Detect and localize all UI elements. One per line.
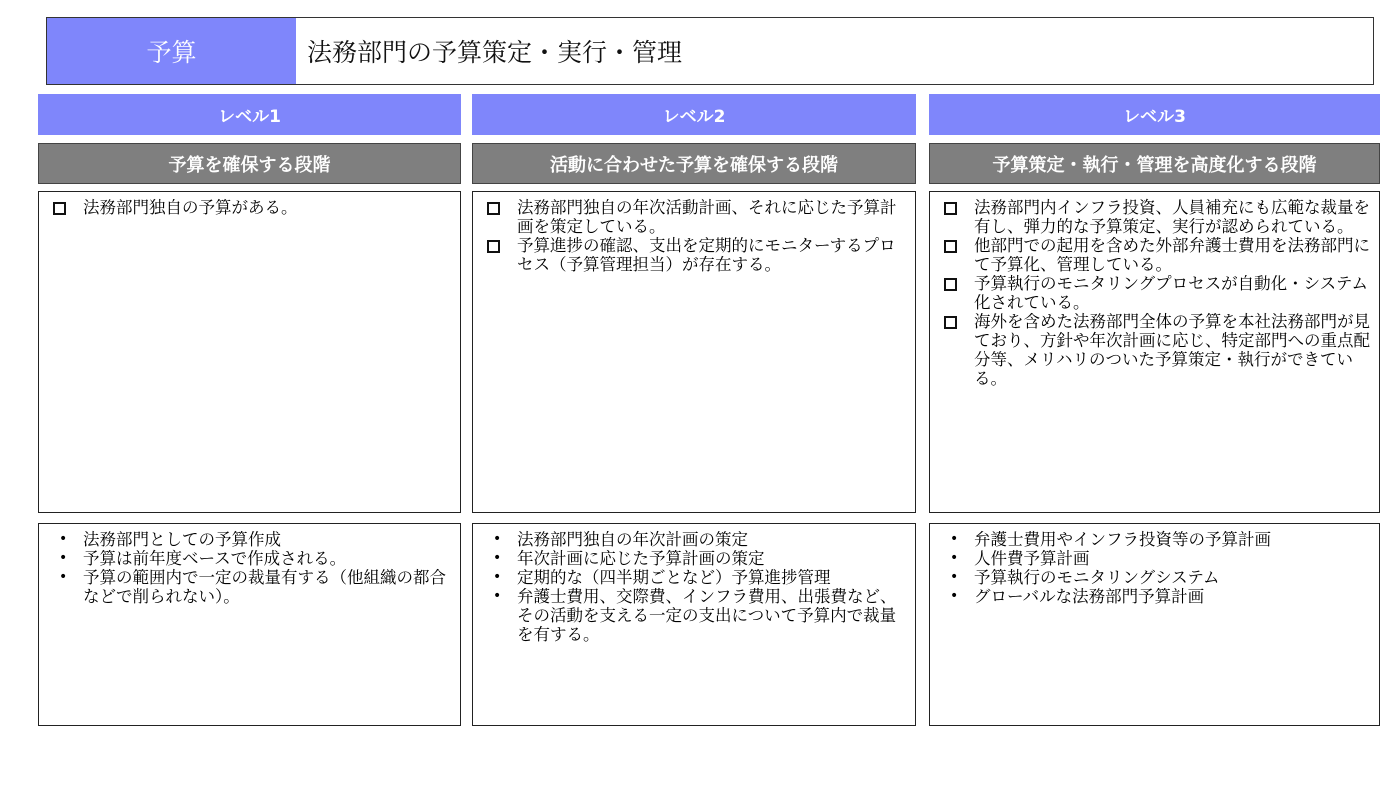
criteria-item: 法務部門独自の年次活動計画、それに応じた予算計画を策定している。 (481, 198, 907, 236)
criteria-list-2 (481, 198, 907, 274)
checkbox-icon (944, 278, 957, 291)
criteria-list-1 (47, 198, 452, 217)
level-header-3: レベル3 (929, 94, 1380, 135)
example-item: • 人件費予算計画 (950, 549, 1090, 568)
criteria-item: 他部門での起用を含めた外部弁護士費用を法務部門にて予算化、管理している。 (938, 236, 1371, 274)
level-header-1: レベル1 (38, 94, 461, 135)
example-item: • 法務部門独自の年次計画の策定 (493, 530, 748, 549)
bullet-icon: • (950, 531, 959, 547)
bullet-icon: • (950, 550, 959, 566)
level-header-2: レベル2 (472, 94, 916, 135)
checkbox-icon (487, 202, 500, 215)
example-item: • 年次計画に応じた予算計画の策定 (493, 549, 765, 568)
criteria-item: 海外を含めた法務部門全体の予算を本社法務部門が見ており、方針や年次計画に応じ、特定部門への重点配分等、メリハリのついた予算策定・執行ができている。 (938, 312, 1371, 388)
examples-list-1 (47, 530, 452, 606)
criteria-item: 法務部門内インフラ投資、人員補充にも広範な裁量を有し、弾力的な予算策定、実行が認められている。 (938, 198, 1371, 236)
bullet-icon: • (950, 569, 959, 585)
example-item: • 予算は前年度ベースで作成される。 (59, 549, 347, 568)
example-item: • 定期的な（四半期ごとなど）予算進捗管理 (493, 568, 831, 587)
bullet-icon: • (493, 550, 502, 566)
stage-header-2: 活動に合わせた予算を確保する段階 (472, 143, 916, 184)
example-item: • 予算執行のモニタリングシステム (950, 568, 1220, 587)
criteria-item: 法務部門独自の予算がある。 (47, 198, 452, 217)
criteria-box-3 (929, 191, 1380, 513)
bullet-icon: • (59, 531, 68, 547)
criteria-item: 予算進捗の確認、支出を定期的にモニターするプロセス（予算管理担当）が存在する。 (481, 236, 907, 274)
bullet-icon: • (493, 588, 502, 604)
criteria-box-2 (472, 191, 916, 513)
bullet-icon: • (950, 588, 959, 604)
checkbox-icon (53, 202, 66, 215)
criteria-list-3 (938, 198, 1371, 388)
example-item: • 法務部門としての予算作成 (59, 530, 281, 549)
category-tag: 予算 (47, 18, 296, 84)
bullet-icon: • (59, 569, 68, 585)
example-item: • 弁護士費用やインフラ投資等の予算計画 (950, 530, 1271, 549)
stage-header-3: 予算策定・執行・管理を高度化する段階 (929, 143, 1380, 184)
example-item: • グローバルな法務部門予算計画 (950, 587, 1205, 606)
page-title: 法務部門の予算策定・実行・管理 (307, 38, 683, 67)
checkbox-icon (944, 240, 957, 253)
bullet-icon: • (59, 550, 68, 566)
bullet-icon: • (493, 531, 502, 547)
examples-box-3 (929, 523, 1380, 726)
stage-header-1: 予算を確保する段階 (38, 143, 461, 184)
examples-box-2 (472, 523, 916, 726)
examples-list-3 (938, 530, 1371, 606)
title-bar (46, 17, 1374, 85)
example-item: • 弁護士費用、交際費、インフラ費用、出張費など、その活動を支える一定の支出について予算内で裁量を有する。 (493, 587, 897, 644)
checkbox-icon (944, 316, 957, 329)
examples-list-2 (481, 530, 907, 644)
example-item: • 予算の範囲内で一定の裁量有する（他組織の都合などで削られない）。 (59, 568, 446, 606)
criteria-item: 予算執行のモニタリングプロセスが自動化・システム化されている。 (938, 274, 1371, 312)
bullet-icon: • (493, 569, 502, 585)
checkbox-icon (944, 202, 957, 215)
examples-box-1 (38, 523, 461, 726)
checkbox-icon (487, 240, 500, 253)
criteria-box-1 (38, 191, 461, 513)
